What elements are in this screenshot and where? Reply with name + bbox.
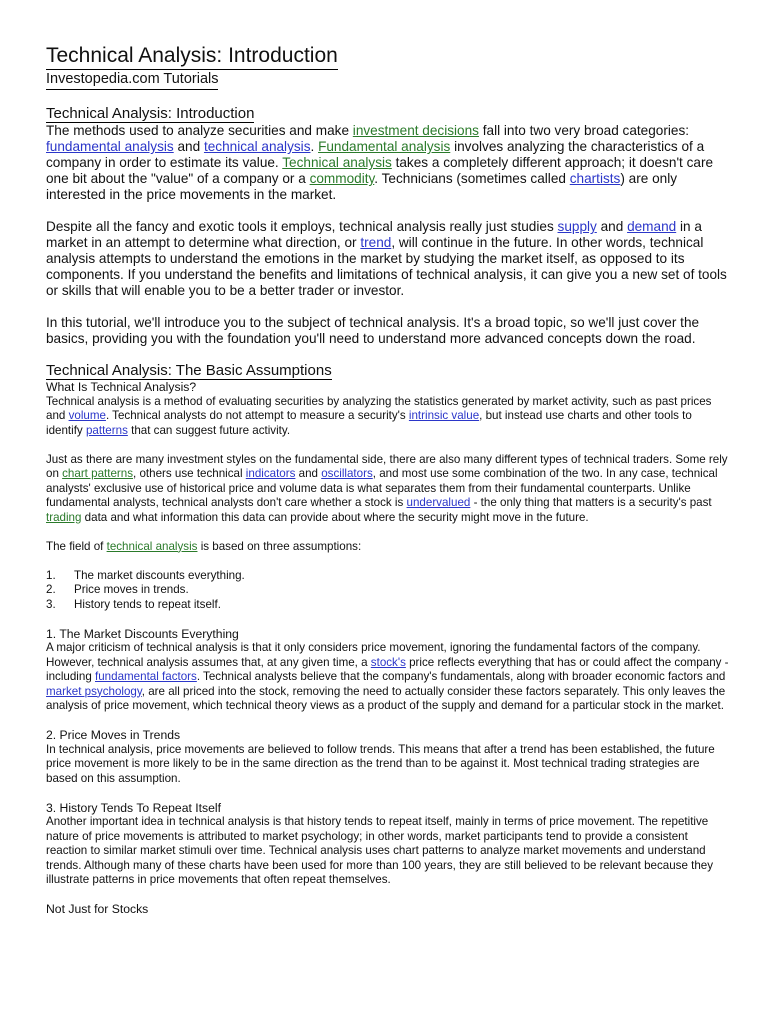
section-1-paragraph: A major criticism of technical analysis is that it only considers price movement, ignoring the fundamental factors of the company. However, technical analysis assumes that, at any given time, a stock's price reflects everything that has or could affect the company - including fundamental factors. Technical analysts believe that the company's fundamentals, along with broader economic factors and market psychology, are all priced into the stock, removing the need to actually consider these factors separately. This only leaves the analysis of price movement, which technical theory views as a product of the supply and demand for a particular stock in the market. — [46, 641, 729, 712]
list-item-text: Price moves in trends. — [74, 583, 189, 596]
assumptions-heading: Technical Analysis: The Basic Assumptions — [46, 362, 332, 379]
intro-paragraph-1: The methods used to analyze securities and make investment decisions fall into two very broad categories: fundamental analysis and technical analysis. Fundamental analysis involves analyzing the characteristics of a company in order to estimate its value. Technical analysis takes a completely different approach; it doesn't care one bit about the "value" of a company or a commodity. Technicians (sometimes called chartists) are only interested in the price movements in the market. — [46, 123, 714, 202]
intro-paragraph-2: Despite all the fancy and exotic tools it employs, technical analysis really just studies supply and demand in a market in an attempt to determine what direction, or trend, will continue in the future. In other words, technical analysis attempts to understand the emotions in the market by studying the market itself, as opposed to its components. If you understand the benefits and limitations of technical analysis, it can give you a new set of tools or skills that will enable you to be a better trader or investor. — [46, 219, 727, 298]
document-title: Technical Analysis: Introduction — [46, 44, 338, 70]
link-intrinsic-value[interactable]: intrinsic value — [408, 409, 480, 422]
list-item-number: 2. — [46, 583, 56, 596]
link-oscillators[interactable]: oscillators — [321, 467, 373, 480]
link-technical-analysis[interactable]: Technical analysis — [282, 155, 392, 170]
assumptions-paragraph-3: The field of technical analysis is based on three assumptions: — [46, 539, 362, 553]
link-chartists[interactable]: chartists — [569, 171, 621, 186]
section-2-paragraph: In technical analysis, price movements are believed to follow trends. This means that after a trend has been established, the future price movement is more likely to be in the same direction as the trend than to be against it. Most technical trading strategies are based on this assumption. — [46, 742, 715, 785]
link-fundamental-analysis[interactable]: fundamental analysis — [46, 139, 174, 154]
link-fundamental-analysis[interactable]: Fundamental analysis — [318, 139, 451, 154]
assumptions-list — [46, 569, 730, 613]
list-item — [46, 598, 730, 613]
link-technical-analysis[interactable]: technical analysis — [106, 539, 198, 553]
link-demand[interactable]: demand — [627, 219, 677, 234]
assumptions-paragraph-2: Just as there are many investment styles on the fundamental side, there are also many different types of technical traders. Some rely on chart patterns, others use technical indicators and oscillators, and most use some combination of the two. In any case, technical analysts' exclusive use of historical price and volume data is what separates them from their fundamental counterparts. Unlike fundamental analysts, technical analysts don't care whether a stock is undervalued - the only thing that matters is a security's past trading data and what information this data can provide about where the security might move in the future. — [46, 452, 728, 524]
what-is-heading: What Is Technical Analysis? — [46, 380, 197, 394]
link-fundamental-factors[interactable]: fundamental factors — [95, 670, 197, 683]
link-undervalued[interactable]: undervalued — [406, 496, 471, 509]
link-technical-analysis[interactable]: technical analysis — [203, 139, 311, 154]
intro-heading: Technical Analysis: Introduction — [46, 105, 255, 122]
assumptions-paragraph-1: Technical analysis is a method of evaluating securities by analyzing the statistics generated by market activity, such as past prices and volume. Technical analysts do not attempt to measure a security's intrinsic value, but instead use charts and other tools to identify patterns that can suggest future activity. — [46, 394, 712, 437]
section-1-heading: 1. The Market Discounts Everything — [46, 626, 239, 641]
list-item-number: 1. — [46, 568, 56, 582]
list-item-number: 3. — [46, 597, 56, 611]
link-stock-s[interactable]: stock's — [370, 655, 406, 669]
link-market-psychology[interactable]: market psychology — [46, 684, 142, 698]
link-trend[interactable]: trend — [360, 235, 392, 250]
section-4-heading: Not Just for Stocks — [46, 902, 149, 916]
list-item-text: History tends to repeat itself. — [74, 597, 221, 611]
link-supply[interactable]: supply — [557, 219, 597, 234]
document-page — [46, 44, 730, 917]
list-item — [46, 583, 730, 598]
list-item — [46, 569, 730, 584]
section-2-heading: 2. Price Moves in Trends — [46, 728, 181, 742]
link-investment-decisions[interactable]: investment decisions — [352, 123, 479, 138]
link-volume[interactable]: volume — [68, 409, 106, 422]
link-trading[interactable]: trading — [46, 510, 82, 524]
section-3-heading: 3. History Tends To Repeat Itself — [46, 800, 222, 815]
link-indicators[interactable]: indicators — [245, 467, 296, 480]
link-chart-patterns[interactable]: chart patterns — [62, 467, 134, 480]
list-item-text: The market discounts everything. — [74, 568, 245, 582]
link-commodity[interactable]: commodity — [309, 171, 375, 186]
section-3-paragraph: Another important idea in technical analysis is that history tends to repeat itself, mainly in terms of price movement. The repetitive nature of price movements is attributed to market psychology; in other words, market participants tend to provide a consistent reaction to similar market stimuli over time. Technical analysis uses chart patterns to analyze market movements and understand trends. Although many of these charts have been used for more than 100 years, they are still believed to be relevant because they illustrate patterns in price movements that often repeat themselves. — [46, 815, 714, 886]
document-subtitle: Investopedia.com Tutorials — [46, 71, 218, 90]
link-patterns[interactable]: patterns — [85, 423, 128, 437]
intro-paragraph-3: In this tutorial, we'll introduce you to the subject of technical analysis. It's a broad topic, so we'll just cover the basics, providing you with the foundation you'll need to understand more advanced concepts down the road. — [46, 315, 700, 346]
